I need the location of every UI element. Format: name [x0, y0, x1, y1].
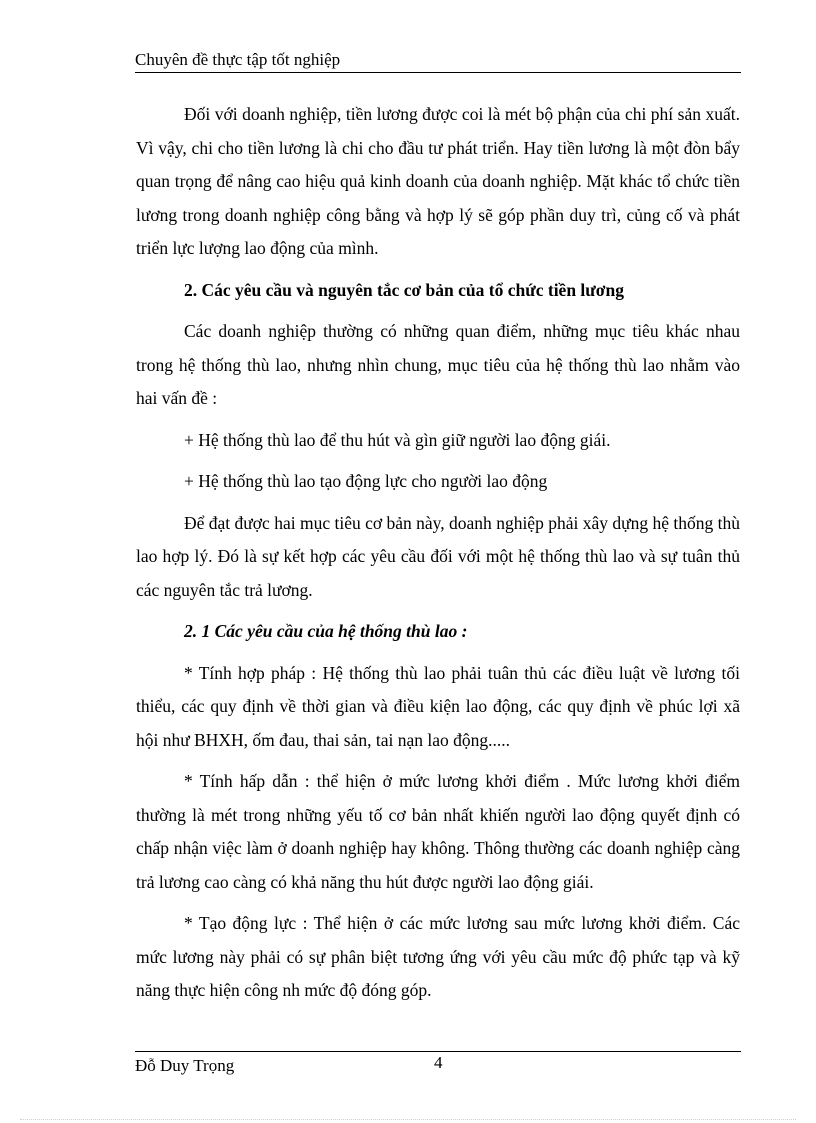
page-number: 4: [434, 1053, 443, 1072]
footer-divider: [135, 1051, 741, 1052]
document-body: [136, 98, 740, 1016]
page-bottom-edge: [20, 1119, 796, 1120]
paragraph-motivation: * Tạo động lực : Thể hiện ở các mức lương sau mức lương khởi điểm. Các mức lương này phải có sự phân biệt tương ứng với yêu cầu mức độ phức tạp và kỹ năng thực hiện công nh mức độ đóng góp.: [136, 913, 740, 1000]
footer-author: Đỗ Duy Trọng: [135, 1056, 235, 1075]
paragraph-legality: * Tính hợp pháp : Hệ thống thù lao phải tuân thủ các điều luật về lương tối thiểu, các quy định về thời gian và điều kiện lao động, các quy định về phúc lợi xã hội như BHXH, ốm đau, thai sản, tai nạn lao động.....: [136, 662, 740, 750]
paragraph-compensation-goals: Các doanh nghiệp thường có những quan điểm, những mục tiêu khác nhau trong hệ thống thù lao, nhưng nhìn chung, mục tiêu của hệ thống thù lao nhằm vào hai vấn đề :: [136, 321, 740, 408]
page-header: Chuyên đề thực tập tốt nghiệp: [135, 49, 741, 73]
list-item-motivate: + Hệ thống thù lao tạo động lực cho người lao động: [184, 471, 548, 491]
subsection-heading-2-1: 2. 1 Các yêu cầu của hệ thống thù lao :: [184, 621, 468, 641]
section-heading-2: 2. Các yêu cầu và nguyên tắc cơ bản của tổ chức tiền lương: [184, 279, 624, 300]
paragraph-attractiveness: * Tính hấp dẫn : thể hiện ở mức lương khởi điểm . Mức lương khởi điểm thường là mét trong những yếu tố cơ bản nhất khiến người lao động quyết định có chấp nhận việc làm ở doanh nghiệp hay không. Thông thường các doanh nghiệp càng trả lương cao càng có khả năng thu hút được người lao động giái.: [136, 771, 740, 892]
paragraph-build-system: Để đạt được hai mục tiêu cơ bản này, doanh nghiệp phải xây dựng hệ thống thù lao hợp lý. Đó là sự kết hợp các yêu cầu đối với một hệ thống thù lao và sự tuân thủ các nguyên tắc trả lương.: [136, 512, 740, 600]
list-item-attract: + Hệ thống thù lao để thu hút và gìn giữ người lao động giái.: [184, 429, 611, 450]
paragraph-wage-cost: Đối với doanh nghiệp, tiền lương được coi là mét bộ phận của chi phí sản xuất. Vì vậy, chi cho tiền lương là chi cho đầu tư phát triển. Hay tiền lương là một đòn bẩy quan trọng để nâng cao hiệu quả kinh doanh của doanh nghiệp. Mặt khác tổ chức tiền lương trong doanh nghiệp công bằng và hợp lý sẽ góp phần duy trì, củng cố và phát triển lực lượng lao động của mình.: [136, 104, 740, 258]
